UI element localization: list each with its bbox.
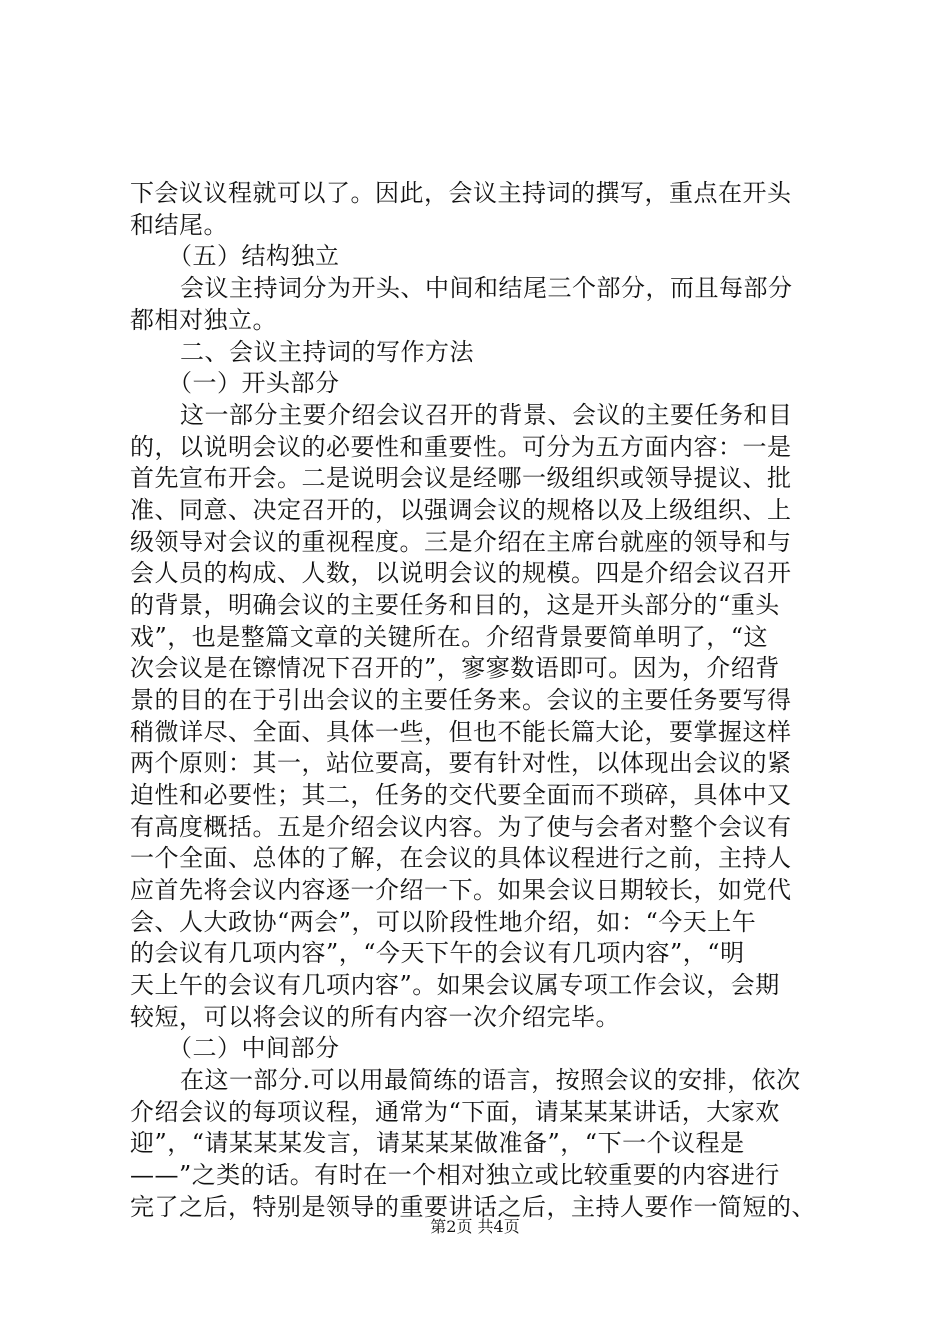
text-line: 的，以说明会议的必要性和重要性。可分为五方面内容：一是 <box>130 433 792 461</box>
section-heading: （二）中间部分 <box>168 1034 340 1062</box>
section-heading: （五）结构独立 <box>168 242 340 270</box>
text-line: 在这一部分.可以用最简练的语言，按照会议的安排，依次 <box>180 1066 801 1094</box>
text-line: 较短，可以将会议的所有内容一次介绍完毕。 <box>130 1003 620 1031</box>
text-line: 天上午的会议有几项内容”。如果会议属专项工作会议，会期 <box>130 971 780 999</box>
text-line: 下会议议程就可以了。因此，会议主持词的撰写，重点在开头 <box>130 179 792 207</box>
text-line: 景的目的在于引出会议的主要任务来。会议的主要任务要写得 <box>130 686 792 714</box>
text-line: 稍微详尽、全面、具体一些，但也不能长篇大论，要掌握这样 <box>130 718 792 746</box>
text-line: 戏”，也是整篇文章的关键所在。介绍背景要简单明了，“这 <box>130 623 769 651</box>
text-line: 完了之后，特别是领导的重要讲话之后，主持人要作一简短的、 <box>130 1193 816 1221</box>
section-heading: （一）开头部分 <box>168 369 340 397</box>
text-line: 首先宣布开会。二是说明会议是经哪一级组织或领导提议、批 <box>130 464 792 492</box>
text-line: 次会议是在镲情况下召开的”，寥寥数语即可。因为，介绍背 <box>130 654 780 682</box>
text-line: 两个原则：其一，站位要高，要有针对性，以体现出会议的紧 <box>130 749 792 777</box>
text-line: 准、同意、决定召开的，以强调会议的规格以及上级组织、上 <box>130 496 792 524</box>
text-line: 迎”，“请某某某发言，请某某某做准备”，“下一个议程是 <box>130 1129 745 1157</box>
text-line: 都相对独立。 <box>130 306 277 334</box>
text-line: 介绍会议的每项议程，通常为“下面，请某某某讲话，大家欢 <box>130 1098 780 1126</box>
text-line: 级领导对会议的重视程度。三是介绍在主席台就座的领导和与 <box>130 528 792 556</box>
text-line: 应首先将会议内容逐一介绍一下。如果会议日期较长，如党代 <box>130 876 792 904</box>
text-line: 这一部分主要介绍会议召开的背景、会议的主要任务和目 <box>180 401 793 429</box>
text-line: 会议主持词分为开头、中间和结尾三个部分，而且每部分 <box>180 274 793 302</box>
text-line: 的背景，明确会议的主要任务和目的，这是开头部分的“重头 <box>130 591 780 619</box>
text-line: 有高度概括。五是介绍会议内容。为了使与会者对整个会议有 <box>130 813 792 841</box>
text-line: 一个全面、总体的了解，在会议的具体议程进行之前，主持人 <box>130 844 792 872</box>
text-line: 的会议有几项内容”，“今天下午的会议有几项内容”，“明 <box>130 939 745 967</box>
text-line: 和结尾。 <box>130 211 228 239</box>
page-number-footer: 第2页 共4页 <box>430 1217 520 1236</box>
text-line: 会人员的构成、人数，以说明会议的规模。四是介绍会议召开 <box>130 559 792 587</box>
text-line: ——”之类的话。有时在一个相对独立或比较重要的内容进行 <box>130 1161 780 1189</box>
section-heading: 二、会议主持词的写作方法 <box>180 338 474 366</box>
text-line: 迫性和必要性；其二，任务的交代要全面而不琐碎，具体中又 <box>130 781 792 809</box>
text-line: 会、人大政协“两会”，可以阶段性地介绍，如：“今天上午 <box>130 908 757 936</box>
